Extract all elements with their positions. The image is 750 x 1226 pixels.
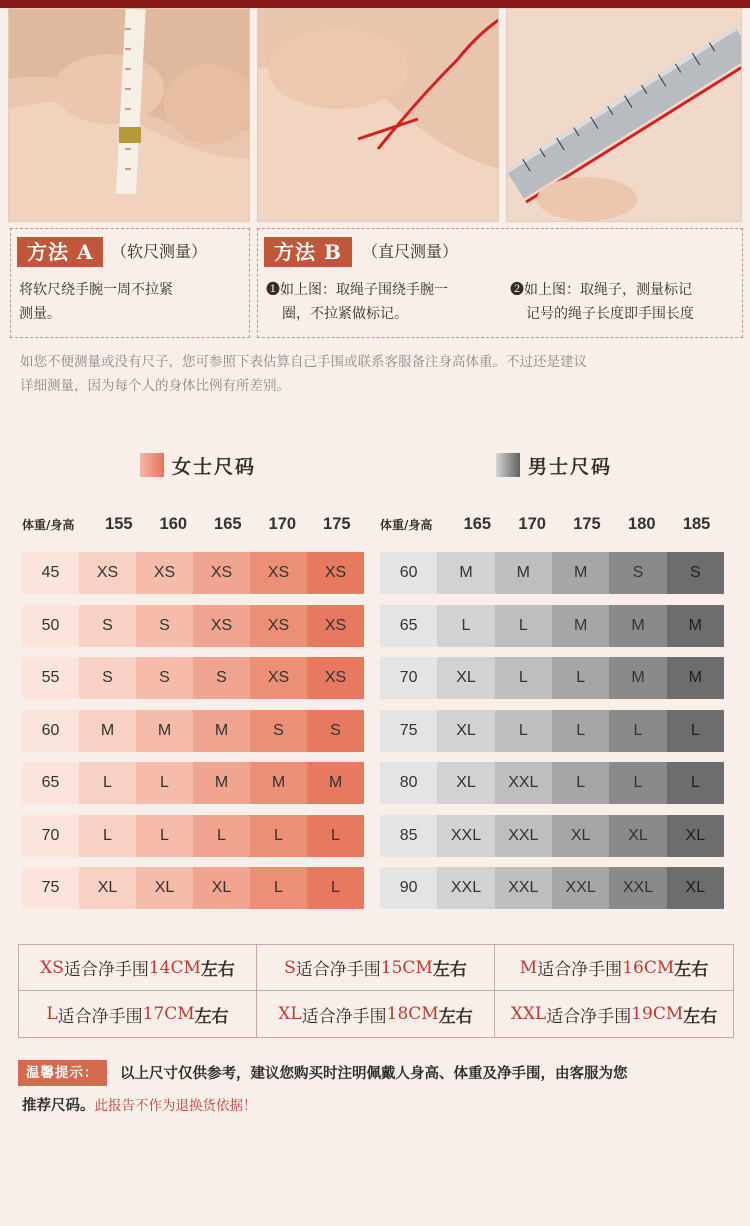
weight-cell: 80	[380, 762, 437, 804]
size-cell: XL	[437, 762, 494, 804]
size-cell: XL	[437, 710, 494, 752]
weight-cell: 70	[22, 815, 79, 857]
size-cell: XL	[609, 815, 666, 857]
wrist-cell-xs: XS 适合净手围 14CM 左右	[19, 945, 257, 991]
men-color-swatch	[496, 453, 520, 477]
size-cell: XS	[250, 657, 307, 699]
weight-cell: 75	[380, 710, 437, 752]
women-height: 155	[105, 514, 133, 533]
wrist-cell-xxl: XXL 适合净手围 19CM 左右	[510, 1004, 718, 1027]
women-header-label: 体重/身高	[22, 517, 75, 532]
women-height: 165	[214, 514, 242, 533]
size-cell: L	[495, 657, 552, 699]
size-cell: S	[667, 552, 724, 594]
size-cell: M	[193, 710, 250, 752]
size-cell: S	[193, 657, 250, 699]
size-cell: XL	[667, 815, 724, 857]
size-cell: XL	[136, 867, 193, 909]
weight-cell: 65	[380, 605, 437, 647]
men-height: 165	[463, 514, 492, 533]
note-line2: 详细测量，因为每个人的身体比例有所差别。	[20, 378, 290, 394]
size-cell: L	[307, 867, 364, 909]
size-cell: L	[495, 710, 552, 752]
wrist-cell-m: M 适合净手围 16CM 左右	[495, 945, 733, 991]
size-cell: L	[437, 605, 494, 647]
size-cell: XS	[250, 552, 307, 594]
table-row	[380, 710, 724, 752]
size-cell: S	[307, 710, 364, 752]
weight-cell: 60	[380, 552, 437, 594]
size-cell: XS	[307, 605, 364, 647]
men-section-title	[496, 452, 612, 478]
wrist-cell-l: L 适合净手围 17CM 左右	[19, 991, 257, 1037]
men-height: 175	[573, 514, 601, 533]
size-cell: M	[552, 605, 609, 647]
method-b-tag: 方法 B	[264, 237, 352, 267]
men-height: 170	[518, 514, 546, 533]
size-cell: S	[136, 657, 193, 699]
method-a-subtitle: （软尺测量）	[111, 242, 208, 261]
table-row	[380, 605, 724, 647]
size-cell: L	[495, 605, 552, 647]
size-cell: XL	[79, 867, 136, 909]
size-cell: M	[437, 552, 494, 594]
table-row	[22, 605, 364, 647]
men-height: 180	[628, 514, 656, 533]
men-title-text: 男士尺码	[528, 455, 613, 478]
weight-cell: 50	[22, 605, 79, 647]
weight-cell: 70	[380, 657, 437, 699]
size-cell: L	[136, 815, 193, 857]
table-row	[380, 867, 724, 909]
size-cell: L	[667, 710, 724, 752]
women-section-title	[140, 452, 256, 478]
tip-line2-text: 推荐尺码。	[22, 1097, 95, 1114]
size-cell: L	[609, 762, 666, 804]
tip-line2	[22, 1094, 257, 1115]
size-cell: XL	[193, 867, 250, 909]
size-cell: XS	[193, 552, 250, 594]
method-a-line1: 将软尺绕手腕一周不拉紧	[19, 282, 173, 298]
size-cell: L	[250, 815, 307, 857]
weight-cell: 45	[22, 552, 79, 594]
size-cell: XL	[437, 657, 494, 699]
women-height: 175	[323, 514, 351, 533]
size-cell: S	[79, 605, 136, 647]
size-cell: L	[552, 657, 609, 699]
size-cell: S	[136, 605, 193, 647]
weight-cell: 65	[22, 762, 79, 804]
wrist-cell-s: S 适合净手围 15CM 左右	[257, 945, 495, 991]
men-header-row	[380, 510, 724, 538]
size-cell: L	[552, 762, 609, 804]
method-b-step1-line1: ❶如上图：取绳子围绕手腕一	[266, 282, 448, 298]
wrist-cell-xl: XL 适合净手围 18CM 左右	[257, 991, 495, 1037]
women-color-swatch	[140, 453, 164, 477]
size-cell: M	[495, 552, 552, 594]
photo-ruler	[506, 8, 742, 222]
method-b-box	[257, 228, 743, 338]
size-cell: M	[193, 762, 250, 804]
size-cell: L	[136, 762, 193, 804]
method-b-step2-line1: ❷如上图：取绳子，测量标记	[510, 282, 692, 298]
women-size-table	[22, 552, 364, 920]
size-cell: M	[667, 657, 724, 699]
method-a-box	[10, 228, 250, 338]
size-cell: XXL	[495, 815, 552, 857]
size-cell: L	[307, 815, 364, 857]
size-cell: S	[250, 710, 307, 752]
size-cell: L	[79, 815, 136, 857]
weight-cell: 75	[22, 867, 79, 909]
table-row	[380, 815, 724, 857]
table-row	[380, 657, 724, 699]
method-a-tag: 方法 A	[17, 237, 103, 267]
size-cell: L	[193, 815, 250, 857]
size-cell: M	[552, 552, 609, 594]
size-cell: M	[307, 762, 364, 804]
women-title-text: 女士尺码	[172, 455, 257, 478]
women-header-row	[22, 510, 364, 538]
size-cell: L	[667, 762, 724, 804]
size-cell: M	[667, 605, 724, 647]
size-cell: XXL	[495, 867, 552, 909]
method-b-subtitle: （直尺测量）	[362, 242, 459, 261]
table-row	[22, 762, 364, 804]
tip-line1: 以上尺寸仅供参考，建议您购买时注明佩戴人身高、体重及净手围，由客服为您	[120, 1065, 628, 1082]
men-header-label: 体重/身高	[380, 517, 433, 532]
table-row	[22, 552, 364, 594]
weight-cell: 60	[22, 710, 79, 752]
size-cell: XXL	[552, 867, 609, 909]
size-cell: XXL	[495, 762, 552, 804]
weight-cell: 55	[22, 657, 79, 699]
table-row	[380, 762, 724, 804]
method-a-line2: 测量。	[19, 306, 61, 322]
size-cell: XL	[552, 815, 609, 857]
measurement-note	[20, 350, 738, 398]
size-cell: S	[79, 657, 136, 699]
size-cell: XXL	[609, 867, 666, 909]
size-cell: M	[609, 657, 666, 699]
size-cell: M	[250, 762, 307, 804]
size-cell: L	[609, 710, 666, 752]
weight-cell: 85	[380, 815, 437, 857]
size-cell: XS	[79, 552, 136, 594]
size-cell: L	[552, 710, 609, 752]
photo-string-wrist	[257, 8, 499, 222]
men-height: 185	[682, 514, 711, 533]
table-row	[22, 867, 364, 909]
tip-disclaimer: 此报告不作为退换货依据！	[94, 1098, 257, 1114]
note-line1: 如您不便测量或没有尺子，您可参照下表估算自己手围或联系客服备注身高体重。不过还是建议	[20, 354, 587, 370]
men-size-table	[380, 552, 724, 920]
women-height: 170	[268, 514, 297, 533]
size-cell: XS	[250, 605, 307, 647]
size-cell: XXL	[437, 867, 494, 909]
size-cell: M	[609, 605, 666, 647]
size-cell: S	[609, 552, 666, 594]
size-cell: L	[79, 762, 136, 804]
table-row	[380, 552, 724, 594]
size-cell: M	[79, 710, 136, 752]
table-row	[22, 710, 364, 752]
size-cell: XS	[136, 552, 193, 594]
weight-cell: 90	[380, 867, 437, 909]
table-row	[22, 815, 364, 857]
top-bar	[0, 0, 750, 8]
size-cell: XL	[667, 867, 724, 909]
method-b-step1-line2: 圈，不拉紧做标记。	[282, 306, 408, 322]
wrist-size-grid	[18, 944, 734, 1038]
size-cell: L	[250, 867, 307, 909]
size-cell: XS	[193, 605, 250, 647]
size-cell: XS	[307, 552, 364, 594]
women-height: 160	[159, 514, 188, 533]
tip-tag: 温馨提示：	[18, 1060, 107, 1086]
size-cell: XS	[307, 657, 364, 699]
photo-tape-measure	[8, 8, 250, 222]
method-b-step2-line2: 记号的绳子长度即手围长度	[526, 306, 694, 322]
size-cell: XXL	[437, 815, 494, 857]
table-row	[22, 657, 364, 699]
size-cell: M	[136, 710, 193, 752]
